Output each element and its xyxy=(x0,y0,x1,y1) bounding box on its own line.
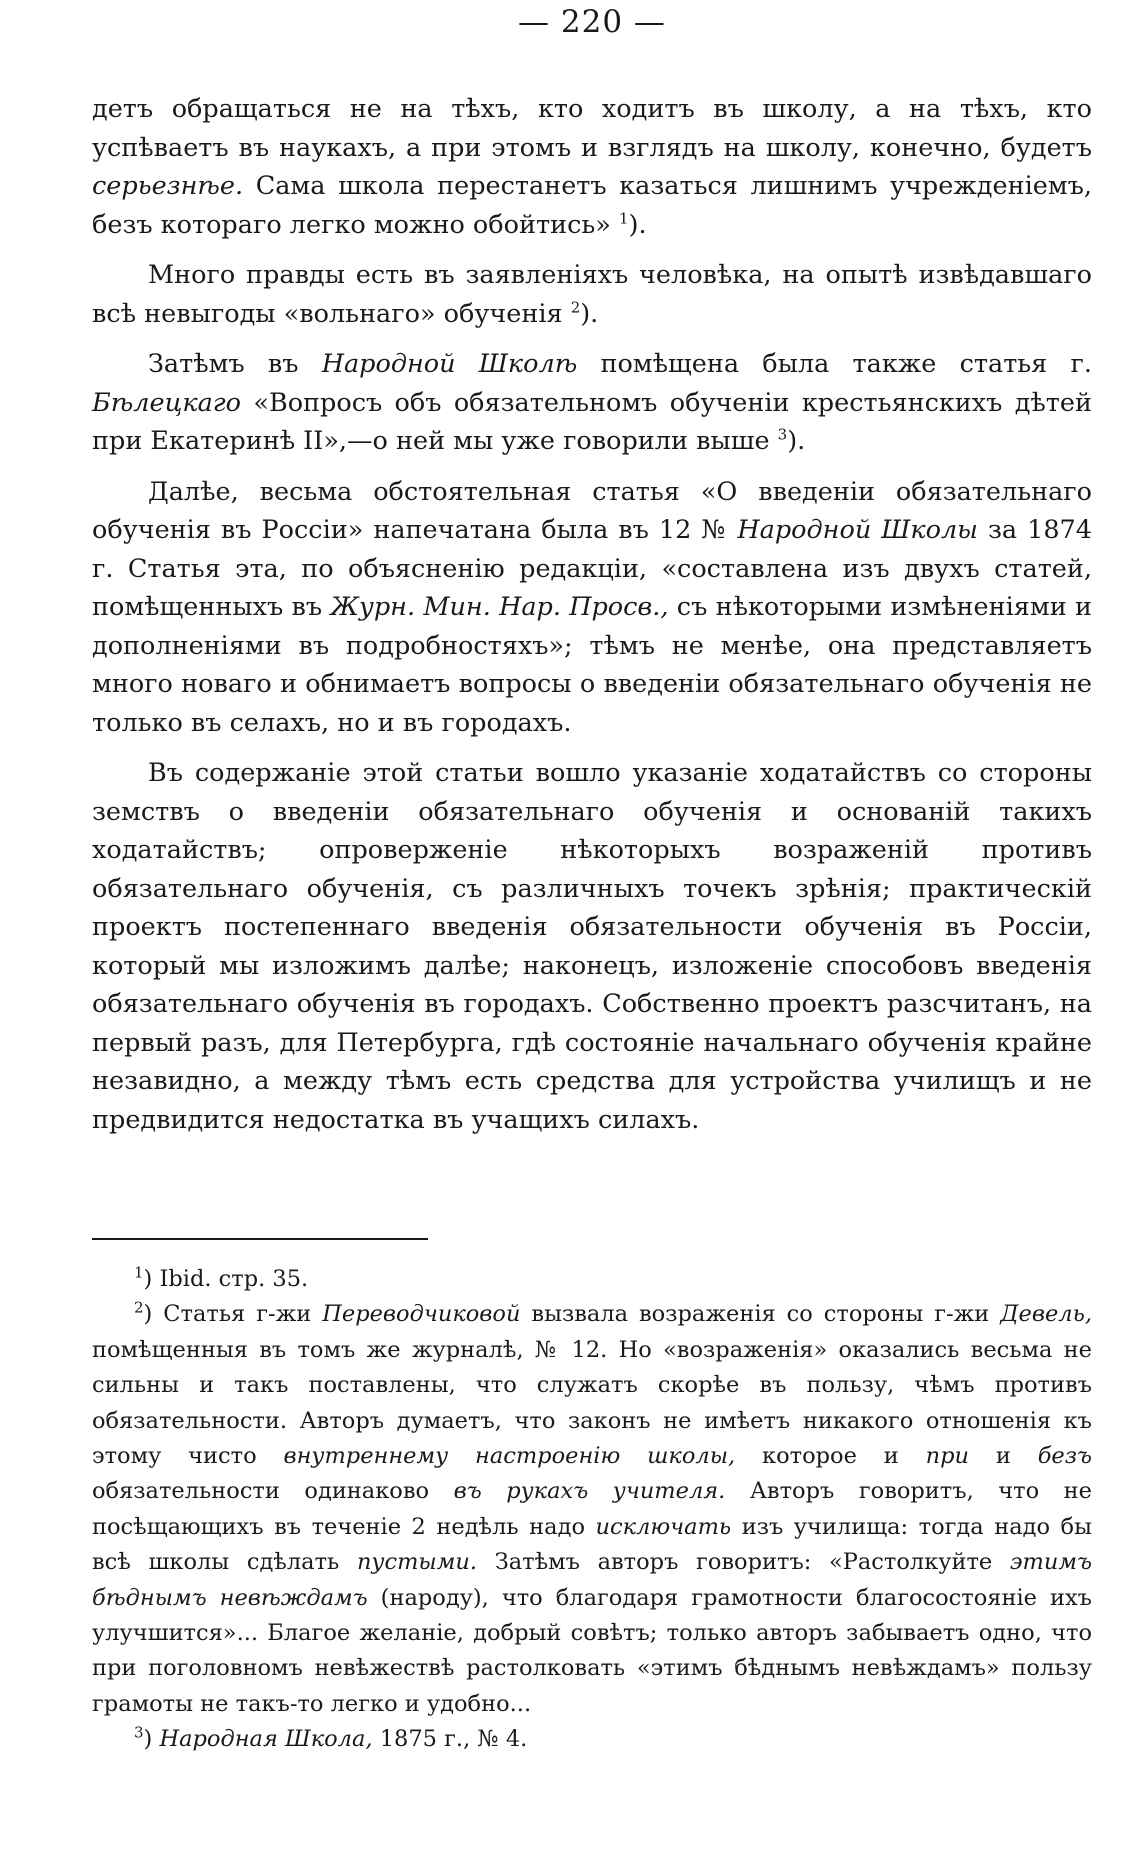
main-text xyxy=(92,90,1092,1151)
italic-text: въ рукахъ учителя. xyxy=(453,1478,726,1505)
footnotes xyxy=(92,1262,1092,1758)
paragraph xyxy=(92,90,1092,244)
footnote-marker: 2 xyxy=(570,298,581,316)
text-run: изъ училища: тогда надо бы всѣ школы сдѣлать xyxy=(92,1513,1092,1576)
italic-text: Бѣлецкаго xyxy=(92,387,242,418)
italic-text: исключать xyxy=(595,1513,732,1540)
footnote-marker: 1 xyxy=(618,209,629,227)
italic-text: серьезнѣе. xyxy=(92,171,244,201)
paragraph xyxy=(92,754,1092,1139)
italic-text: безъ xyxy=(1037,1443,1093,1470)
footnote-separator xyxy=(92,1238,428,1240)
footnote-marker: 2 xyxy=(134,1298,144,1317)
text-run: (народу), что благодаря грамотности благосостояніе ихъ улучшится»... Благое желаніе, добрый совѣтъ; только авторъ забываетъ одно, что при поголовномъ невѣжествѣ растолковать «этимъ бѣднымъ невѣждамъ» пользу грамоты не такъ-то легко и удобно... xyxy=(92,1584,1092,1717)
text-run: за 1874 г. Статья эта, по объясненію редакціи, «составлена изъ двухъ статей, помѣщенныхъ въ xyxy=(92,515,1093,622)
text-run: и xyxy=(969,1443,1038,1470)
footnote-marker: 1 xyxy=(134,1263,144,1282)
text-run: детъ обращаться не на тѣхъ, кто ходитъ въ школу, а на тѣхъ, кто успѣваетъ въ наукахъ, а при этомъ и взглядъ на школу, конечно, будетъ xyxy=(92,94,1092,163)
italic-text: Народная Школа, xyxy=(159,1726,373,1753)
text-run: обязательности одинаково xyxy=(92,1478,454,1505)
footnote xyxy=(92,1262,1092,1297)
text-run: Далѣе, весьма обстоятельная статья «О введеніи обязательнаго обученія въ Россіи» напечатана была въ 12 № xyxy=(92,476,1092,545)
text-run: Затѣмъ въ xyxy=(148,349,322,379)
text-run: ). xyxy=(580,298,599,329)
italic-text: Народной Школы xyxy=(737,515,978,545)
text-run: Затѣмъ авторъ говоритъ: «Растолкуйте xyxy=(477,1549,1010,1576)
page-number: — 220 — xyxy=(518,4,666,40)
text-run: Много правды есть въ заявленіяхъ человѣка, на опытѣ извѣдавшаго всѣ невыгоды «вольнаго» обученія xyxy=(92,260,1092,329)
italic-text: внутреннему настроенію школы, xyxy=(283,1443,736,1470)
text-run: 1875 г., № 4. xyxy=(372,1726,528,1753)
text-run: Авторъ говоритъ, что не посѣщающихъ въ теченіе 2 недѣль надо xyxy=(92,1478,1092,1540)
text-run: ). xyxy=(787,426,806,456)
text-run: вызвала возраженія со стороны г-жи xyxy=(520,1301,1001,1328)
italic-text: при xyxy=(925,1443,969,1470)
italic-text: Переводчиковой xyxy=(322,1301,521,1328)
paragraph xyxy=(92,256,1092,333)
footnote xyxy=(92,1297,1092,1722)
text-run: помѣщена была также статья г. xyxy=(577,349,1092,379)
text-run: ) Статья г-жи xyxy=(143,1301,323,1328)
footnote xyxy=(92,1722,1092,1757)
footnote-marker: 3 xyxy=(777,425,788,444)
text-run: которое и xyxy=(735,1443,926,1470)
paragraph xyxy=(92,473,1092,743)
text-run: ). xyxy=(628,209,647,240)
text-run: помѣщенныя въ томъ же журналѣ, № 12. Но «возраженія» оказались весьма не сильны и такъ поставлены, что служатъ скорѣе въ пользу, чѣмъ противъ обязательности. Авторъ думаетъ, что законъ не имѣетъ никакого отношенія къ этому чисто xyxy=(92,1336,1092,1470)
italic-text: пустыми. xyxy=(356,1549,478,1576)
text-run: Сама школа перестанетъ казаться лишнимъ учрежденіемъ, безъ котораго легко можно обойтись» xyxy=(92,171,1092,240)
text-run: ) xyxy=(143,1726,160,1753)
text-run: ) Ibid. стр. 35. xyxy=(143,1266,309,1292)
text-run: «Вопросъ объ обязательномъ обученіи крестьянскихъ дѣтей при Екатеринѣ II»,—о ней мы уже говорили выше xyxy=(92,387,1092,456)
text-run: Въ содержаніе этой статьи вошло указаніе ходатайствъ со стороны земствъ о введеніи обязательнаго обученія и основаній такихъ ходатайствъ; опроверженіе нѣкоторыхъ возраженій противъ обязательнаго обученія, съ различныхъ точекъ зрѣнія; практическій проектъ постепеннаго введенія обязательности обученія въ Россіи, который мы изложимъ далѣе; наконецъ, изложеніе способовъ введенія обязательнаго обученія въ городахъ. Собственно проектъ разсчитанъ, на первый разъ, для Петербурга, гдѣ состояніе начальнаго обученія крайне незавидно, а между тѣмъ есть средства для устройства училищъ и не предвидится недостатка въ учащихъ силахъ. xyxy=(92,758,1092,1135)
italic-text: Журн. Мин. Нар. Просв., xyxy=(330,592,669,622)
italic-text: этимъ бѣднымъ невѣждамъ xyxy=(92,1549,1092,1611)
italic-text: Девель, xyxy=(1000,1301,1093,1328)
footnote-marker: 3 xyxy=(134,1723,144,1742)
text-run: съ нѣкоторыми измѣненіями и дополненіями въ подробностяхъ»; тѣмъ не менѣе, она представляетъ много новаго и обнимаетъ вопросы о введеніи обязательнаго обученія не только въ селахъ, но и въ городахъ. xyxy=(92,592,1092,738)
paragraph xyxy=(92,345,1092,461)
italic-text: Народной Школѣ xyxy=(321,349,578,379)
